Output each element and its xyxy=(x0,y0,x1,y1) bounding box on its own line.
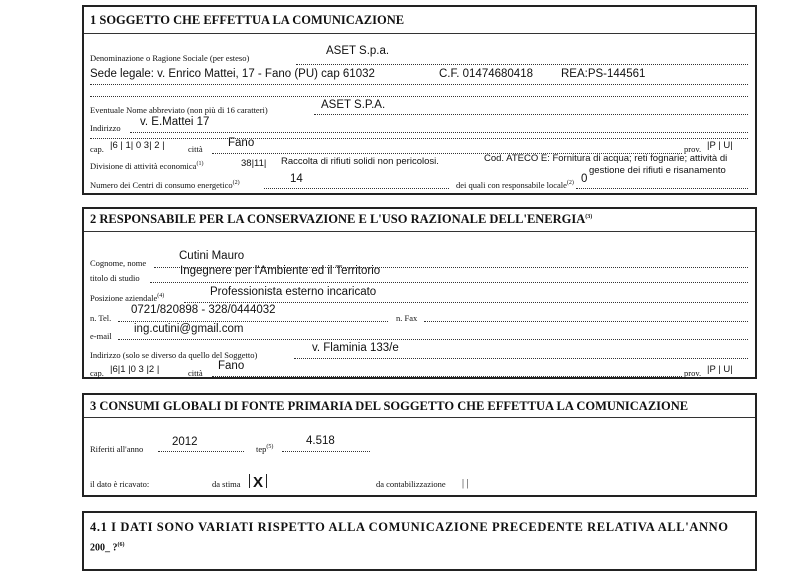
indirizzo-responsabile-field[interactable]: v. Flaminia 133/e xyxy=(312,342,399,354)
cap-responsabile-label: cap. xyxy=(90,368,104,378)
codice-fiscale-field[interactable]: C.F. 01474680418 xyxy=(439,68,533,80)
posizione-field[interactable]: Professionista esterno incaricato xyxy=(210,286,377,298)
cognome-field[interactable]: Cutini Mauro xyxy=(179,250,245,262)
cap-label: cap. xyxy=(90,144,104,154)
telefono-label: n. Tel. xyxy=(90,313,112,323)
indirizzo-responsabile-label: Indirizzo (solo se diverso da quello del Soggetto) xyxy=(90,350,258,360)
divisione-description-field[interactable]: Raccolta di rifiuti solidi non pericolosi. xyxy=(281,156,439,167)
email-label: e-mail xyxy=(90,331,112,341)
denominazione-label: Denominazione o Ragione Sociale (per esteso) xyxy=(90,53,250,63)
citta-label: città xyxy=(188,144,203,154)
telefono-field[interactable]: 0721/820898 - 328/0444032 xyxy=(131,304,276,316)
citta-responsabile-label: città xyxy=(188,368,203,378)
section-2-divider xyxy=(84,231,755,232)
section-3-title: 3 CONSUMI GLOBALI DI FONTE PRIMARIA DEL SOGGETTO CHE EFFETTUA LA COMUNICAZIONE xyxy=(90,399,689,413)
section-2-box xyxy=(82,207,757,379)
section-1-title: 1 SOGGETTO CHE EFFETTUA LA COMUNICAZIONE xyxy=(90,13,405,27)
section-2-title: 2 RESPONSABILE PER LA CONSERVAZIONE E L'USO RAZIONALE DELL'ENERGIA$^{(3)}$ xyxy=(90,212,593,226)
section-1-box xyxy=(82,5,757,195)
section-3-box xyxy=(82,393,757,497)
divisione-code-field[interactable]: 38|11| xyxy=(241,158,267,169)
anno-label: Riferiti all'anno xyxy=(90,444,144,454)
centri-consumo-field[interactable]: 14 xyxy=(290,173,303,185)
prov-label: prov. xyxy=(684,144,702,154)
tep-label: tep$^{(5)}$ xyxy=(256,444,274,454)
indirizzo-field[interactable]: v. E.Mattei 17 xyxy=(140,116,210,128)
sede-legale-field[interactable]: Sede legale: v. Enrico Mattei, 17 - Fano (PU) cap 61032 xyxy=(90,68,375,80)
responsabile-locale-field[interactable]: 0 xyxy=(581,173,588,185)
denominazione-field[interactable]: ASET S.p.a. xyxy=(326,45,390,57)
citta-responsabile-field[interactable]: Fano xyxy=(218,360,245,372)
section-4-title: 4.1 I DATI SONO VARIATI RISPETTO ALLA COMUNICAZIONE PRECEDENTE RELATIVA ALL'ANNO xyxy=(90,520,729,534)
nome-abbreviato-field[interactable]: ASET S.P.A. xyxy=(321,99,386,111)
centri-consumo-label: Numero dei Centri di consumo energetico$^{(2)}$ xyxy=(90,180,240,190)
email-field[interactable]: ing.cutini@gmail.com xyxy=(134,323,244,335)
prov-field[interactable]: |P | U| xyxy=(707,140,733,151)
nome-abbreviato-label: Eventuale Nome abbreviato (non più di 16 caratteri) xyxy=(90,105,268,115)
anno-field[interactable]: 2012 xyxy=(172,436,198,448)
citta-field[interactable]: Fano xyxy=(228,137,255,149)
tep-field[interactable]: 4.518 xyxy=(306,435,335,447)
section-1-divider xyxy=(84,33,755,34)
ricavato-label: il dato è ricavato: xyxy=(90,479,150,489)
posizione-label: Posizione aziendale$^{(4)}$ xyxy=(90,293,165,303)
cognome-label: Cognome, nome xyxy=(90,258,147,268)
stima-label: da stima xyxy=(212,479,241,489)
fax-label: n. Fax xyxy=(396,313,418,323)
indirizzo-label: Indirizzo xyxy=(90,123,121,133)
divisione-label: Divisione di attività economica$^{(1)}$ xyxy=(90,161,204,171)
ateco-line-1: Cod. ATECO E: Fornitura di acqua; reti fognarie; attività di xyxy=(484,153,728,164)
titolo-studio-field[interactable]: Ingegnere per l'Ambiente ed il Territorio xyxy=(180,265,381,277)
contabilizzazione-checkbox[interactable]: | | xyxy=(462,478,469,489)
titolo-studio-label: titolo di studio xyxy=(90,273,140,283)
section-4-year: 200_ ?$^{(6)}$ xyxy=(90,542,125,554)
cap-field[interactable]: |6 | 1| 0 3| 2 | xyxy=(110,140,165,151)
prov-responsabile-label: prov. xyxy=(684,368,702,378)
responsabile-locale-label: dei quali con responsabile locale$^{(2)}$ xyxy=(456,180,574,190)
section-4-box xyxy=(82,511,757,571)
contabilizzazione-label: da contabilizzazione xyxy=(376,479,446,489)
stima-checkbox[interactable]: X xyxy=(249,474,267,488)
section-3-divider xyxy=(84,417,755,418)
ateco-line-2: gestione dei rifiuti e risanamento xyxy=(589,165,726,176)
rea-field[interactable]: REA:PS-144561 xyxy=(561,68,646,80)
prov-responsabile-field[interactable]: |P | U| xyxy=(707,364,733,375)
cap-responsabile-field[interactable]: |6|1 |0 3 |2 | xyxy=(110,364,160,375)
